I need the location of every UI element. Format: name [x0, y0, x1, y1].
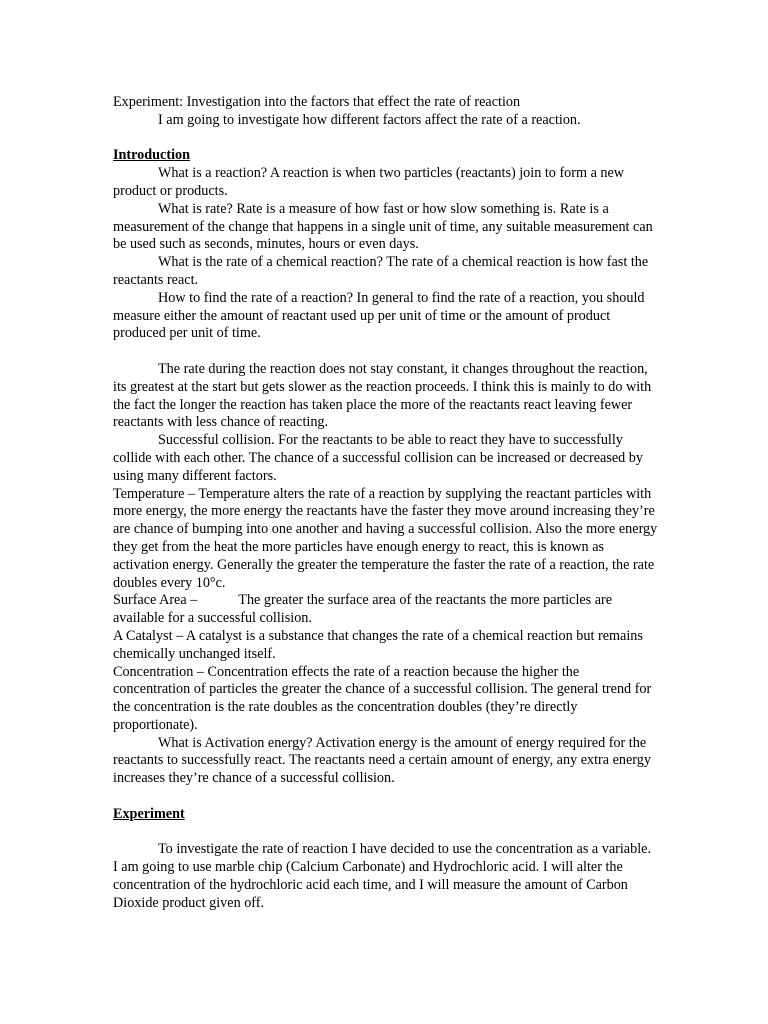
- document-page: [113, 94, 658, 913]
- spacer: [113, 130, 658, 148]
- experiment-heading: Experiment: [113, 805, 185, 822]
- factor-temperature: Temperature – Temperature alters the rate of a reaction by supplying the reactant particles with more energy, the more energy the reactants have the faster they move around increasing they’re are chance of bumping into one another and having a successful collision. Also the more energy they get from the heat the more particles have enough energy to react, this is known as activation energy. Generally the greater the temperature the faster the rate of a reaction, the rate doubles every 10°c.: [113, 485, 658, 591]
- spacer: [113, 824, 658, 842]
- surface-area-label: Surface Area –: [113, 592, 198, 609]
- introduction-heading: Introduction: [113, 147, 190, 164]
- intro-paragraph-rate: What is rate? Rate is a measure of how fast or how slow something is. Rate is a measurement of the change that happens in a single unit of time, any suitable measurement can be used such as seconds, minutes, hours or even days.: [113, 200, 653, 253]
- factor-concentration: Concentration – Concentration effects the rate of a reaction because the higher the concentration of particles the greater the chance of a successful collision. The general trend for the concentration is the rate doubles as the concentration doubles (they’re directly proportionate).: [113, 663, 652, 733]
- intro-paragraph-collision: Successful collision. For the reactants to be able to react they have to successfully collide with each other. The chance of a successful collision can be increased or decreased by using many different factors.: [113, 432, 643, 484]
- spacer: [113, 343, 658, 361]
- aim-paragraph: I am going to investigate how different factors affect the rate of a reaction.: [158, 111, 581, 128]
- intro-paragraph-reaction: What is a reaction? A reaction is when two particles (reactants) join to form a new product or products.: [113, 165, 625, 199]
- factor-catalyst: A Catalyst – A catalyst is a substance that changes the rate of a chemical reaction but remains chemically unchanged itself.: [113, 627, 643, 662]
- experiment-paragraph: To investigate the rate of reaction I have decided to use the concentration as a variable. I am going to use marble chip (Calcium Carbonate) and Hydrochloric acid. I will alter the concentration of the hydrochloric acid each time, and I will measure the amount of Carbon Dioxide product given off.: [113, 841, 651, 911]
- document-title: Experiment: Investigation into the factors that effect the rate of reaction: [113, 94, 521, 110]
- intro-paragraph-rate-change: The rate during the reaction does not stay constant, it changes throughout the reaction, its greatest at the start but gets slower as the reaction proceeds. I think this is mainly to do with the fact the longer the reaction has taken place the more of the reactants react leaving fewer reactants with less chance of reacting.: [113, 360, 652, 431]
- spacer: [113, 788, 658, 806]
- intro-paragraph-chemical-rate: What is the rate of a chemical reaction? The rate of a chemical reaction is how fast the reactants react.: [113, 254, 649, 288]
- factor-surface-area: [113, 592, 658, 628]
- intro-paragraph-activation-energy: What is Activation energy? Activation energy is the amount of energy required for the reactants to successfully react. The reactants need a certain amount of energy, any extra energy increases they’re chance of a successful collision.: [113, 734, 651, 787]
- intro-paragraph-find-rate: How to find the rate of a reaction? In general to find the rate of a reaction, you should measure either the amount of reactant used up per unit of time or the amount of product produced per unit of time.: [113, 289, 645, 342]
- surface-area-text: The greater the surface area of the reactants the more particles are available for a successful collision.: [113, 592, 613, 627]
